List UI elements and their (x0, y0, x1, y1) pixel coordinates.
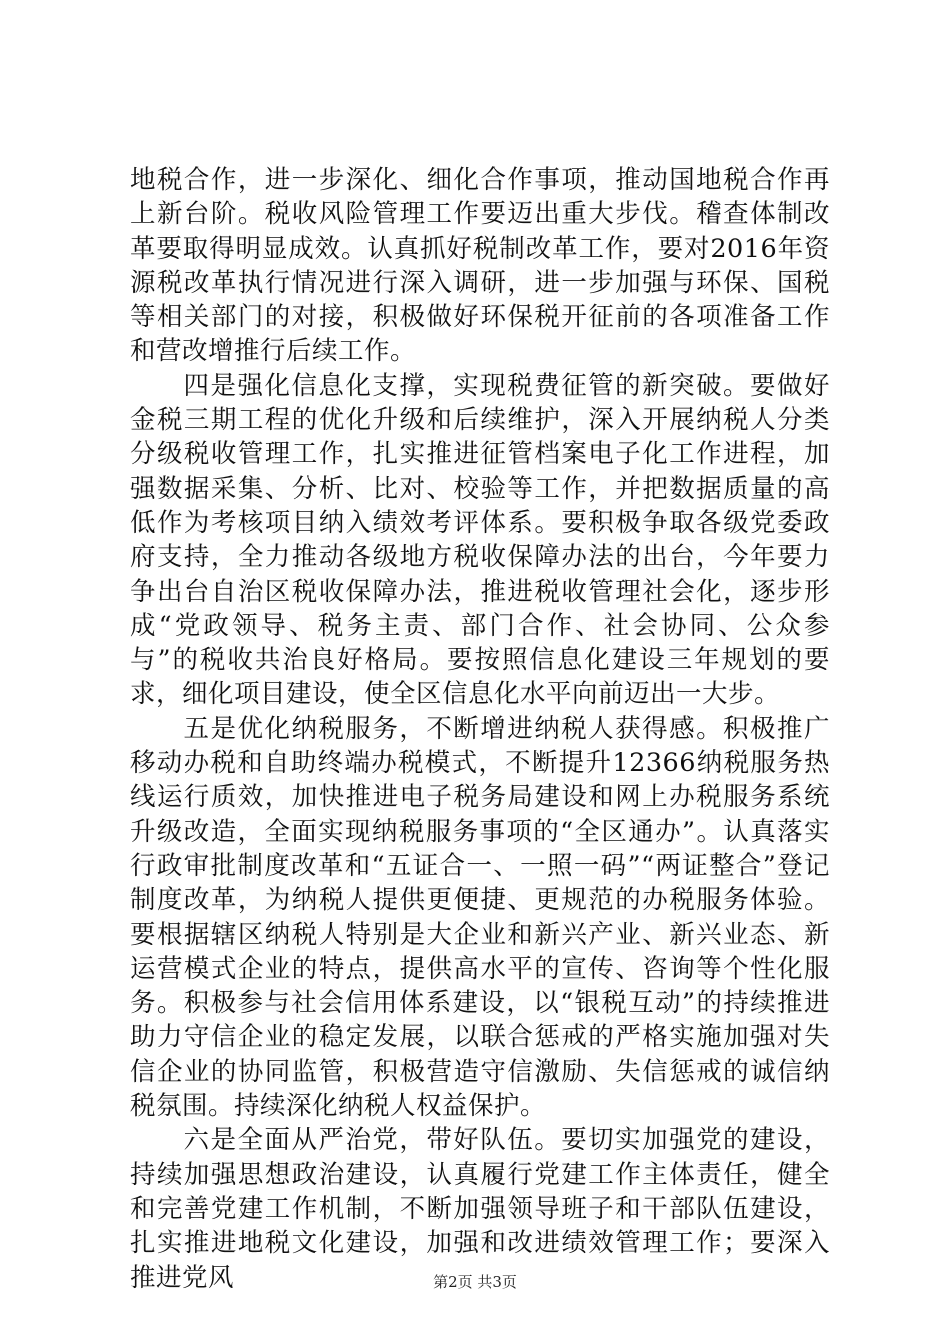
paragraph-point-four: 四是强化信息化支撑，实现税费征管的新突破。要做好金税三期工程的优化升级和后续维护，深入开展纳税人分类分级税收管理工作，扎实推进征管档案电子化工作进程，加强数据采集、分析、比对、校验等工作，并把数据质量的高低作为考核项目纳入绩效考评体系。要积极争取各级党委政府支持，全力推动各级地方税收保障办法的出台，今年要力争出台自治区税收保障办法，推进税收管理社会化，逐步形成“党政领导、税务主责、部门合作、社会协同、公众参与”的税收共治良好格局。要按照信息化建设三年规划的要求，细化项目建设，使全区信息化水平向前迈出一大步。 (130, 370, 830, 710)
page-number-footer: 第2页 共3页 (433, 1273, 517, 1291)
paragraph-point-five: 五是优化纳税服务，不断增进纳税人获得感。积极推广移动办税和自助终端办税模式，不断提升12366纳税服务热线运行质效，加快推进电子税务局建设和网上办税服务系统升级改造，全面实现纳税服务事项的“全区通办”。认真落实行政审批制度改革和“五证合一、一照一码”“两证整合”登记制度改革，为纳税人提供更便捷、更规范的办税服务体验。要根据辖区纳税人特别是大企业和新兴产业、新兴业态、新运营模式企业的特点，提供高水平的宣传、咨询等个性化服务。积极参与社会信用体系建设，以“银税互动”的持续推进助力守信企业的稳定发展，以联合惩戒的严格实施加强对失信企业的协同监管，积极营造守信激励、失信惩戒的诚信纳税氛围。持续深化纳税人权益保护。 (130, 713, 830, 1122)
paragraph-point-six: 六是全面从严治党，带好队伍。要切实加强党的建设，持续加强思想政治建设，认真履行党建工作主体责任，健全和完善党建工作机制，不断加强领导班子和干部队伍建设，扎实推进地税文化建设，加强和改进绩效管理工作；要深入推进党风 (130, 1125, 830, 1293)
paragraph-continued: 地税合作，进一步深化、细化合作事项，推动国地税合作再上新台阶。税收风险管理工作要迈出重大步伐。稽查体制改革要取得明显成效。认真抓好税制改革工作，要对2016年资源税改革执行情况进行深入调研，进一步加强与环保、国税等相关部门的对接，积极做好环保税开征前的各项准备工作和营改增推行后续工作。 (130, 165, 830, 367)
document-body (130, 163, 830, 1295)
